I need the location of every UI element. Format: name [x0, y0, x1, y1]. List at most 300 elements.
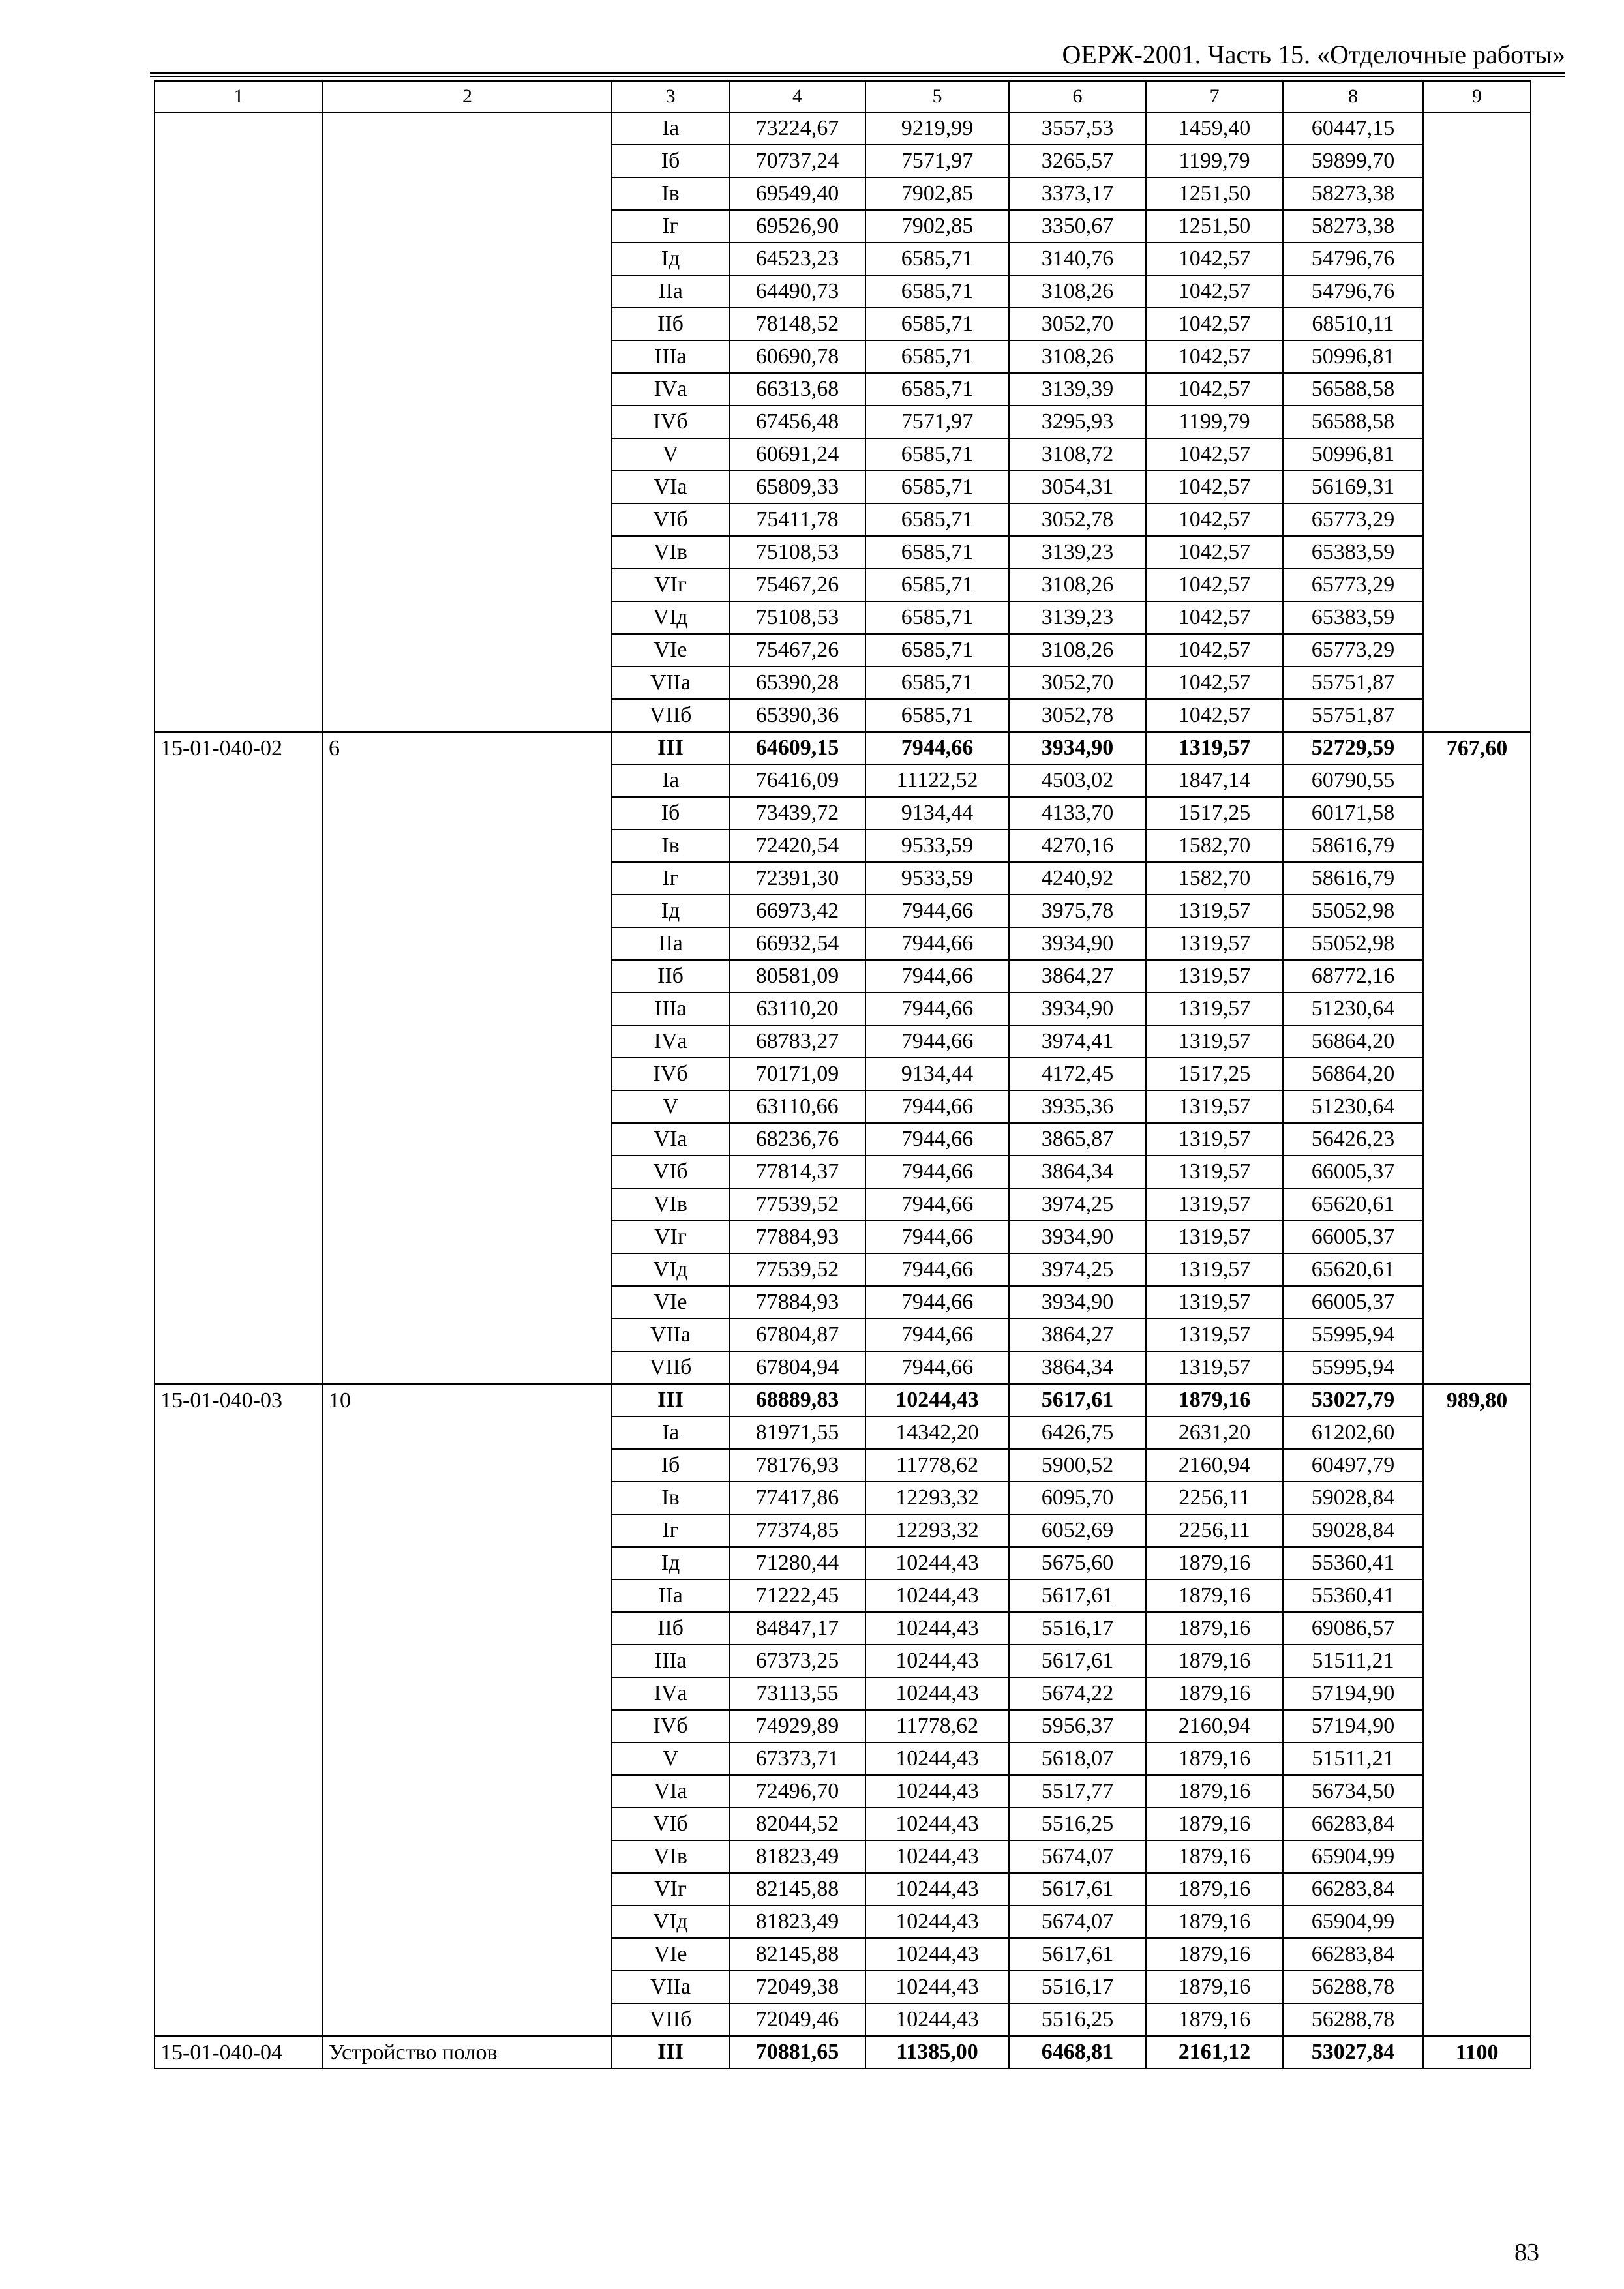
value-col7: 1042,57	[1146, 243, 1283, 275]
value-col6: 3052,78	[1009, 699, 1146, 732]
zone-cell: Iд	[612, 1547, 729, 1579]
value-col5: 7571,97	[865, 406, 1009, 438]
value-col6: 3350,67	[1009, 210, 1146, 243]
value-col4: 69526,90	[729, 210, 865, 243]
value-col8: 56864,20	[1283, 1058, 1423, 1090]
value-col4: 73439,72	[729, 797, 865, 830]
value-col6: 3934,90	[1009, 1221, 1146, 1253]
value-col5: 10244,43	[865, 2003, 1009, 2036]
value-col4: 75467,26	[729, 634, 865, 666]
value-col6: 3864,34	[1009, 1351, 1146, 1384]
value-col5: 10244,43	[865, 1906, 1009, 1938]
value-col5: 7944,66	[865, 1025, 1009, 1058]
header-rule	[150, 72, 1565, 74]
value-col5: 6585,71	[865, 243, 1009, 275]
value-col5: 6585,71	[865, 601, 1009, 634]
value-col4: 72496,70	[729, 1775, 865, 1808]
zone-cell: IIб	[612, 308, 729, 340]
zone-cell: VIе	[612, 1286, 729, 1319]
value-col7: 1459,40	[1146, 112, 1283, 145]
value-col4: 66973,42	[729, 895, 865, 927]
zone-cell: VIд	[612, 1253, 729, 1286]
value-col4: 77539,52	[729, 1188, 865, 1221]
value-col4: 69549,40	[729, 177, 865, 210]
value-col7: 1879,16	[1146, 2003, 1283, 2036]
value-col8: 66283,84	[1283, 1938, 1423, 1971]
value-col8: 56734,50	[1283, 1775, 1423, 1808]
value-col5: 7944,66	[865, 960, 1009, 993]
column-number: 4	[729, 81, 865, 112]
value-col6: 3974,41	[1009, 1025, 1146, 1058]
value-col6: 3052,70	[1009, 308, 1146, 340]
value-col7: 1042,57	[1146, 699, 1283, 732]
value-col8: 58616,79	[1283, 830, 1423, 862]
value-col5: 7902,85	[865, 210, 1009, 243]
value-col5: 11778,62	[865, 1449, 1009, 1482]
value-col7: 1042,57	[1146, 601, 1283, 634]
value-col6: 3864,27	[1009, 1319, 1146, 1351]
value-col5: 6585,71	[865, 275, 1009, 308]
value-col8: 55995,94	[1283, 1319, 1423, 1351]
value-col5: 7944,66	[865, 1156, 1009, 1188]
zone-cell: Iг	[612, 1514, 729, 1547]
value-col4: 72391,30	[729, 862, 865, 895]
value-col5: 7944,66	[865, 1253, 1009, 1286]
value-col5: 10244,43	[865, 1612, 1009, 1645]
value-col4: 70881,65	[729, 2036, 865, 2069]
zone-cell: Iб	[612, 145, 729, 177]
value-col7: 1879,16	[1146, 1938, 1283, 1971]
value-col5: 6585,71	[865, 666, 1009, 699]
running-header: ОЕРЖ-2001. Часть 15. «Отделочные работы»	[1062, 40, 1565, 69]
value-col7: 1199,79	[1146, 145, 1283, 177]
zone-cell: Iв	[612, 177, 729, 210]
value-col5: 7944,66	[865, 1319, 1009, 1351]
value-col4: 67373,71	[729, 1743, 865, 1775]
value-col7: 1319,57	[1146, 1188, 1283, 1221]
column-number: 5	[865, 81, 1009, 112]
value-col4: 63110,66	[729, 1090, 865, 1123]
table-row	[155, 112, 1531, 145]
value-col8: 58273,38	[1283, 177, 1423, 210]
value-col7: 1847,14	[1146, 764, 1283, 797]
value-col4: 81971,55	[729, 1416, 865, 1449]
value-col6: 3139,39	[1009, 373, 1146, 406]
value-col6: 4172,45	[1009, 1058, 1146, 1090]
zone-cell: VIIб	[612, 2003, 729, 2036]
value-col7: 1319,57	[1146, 1090, 1283, 1123]
value-col5: 10244,43	[865, 1840, 1009, 1873]
col9-value-cell: 989,80	[1423, 1384, 1531, 2036]
value-col6: 3864,34	[1009, 1156, 1146, 1188]
zone-cell: IIб	[612, 1612, 729, 1645]
value-col5: 7944,66	[865, 1188, 1009, 1221]
value-col8: 59028,84	[1283, 1482, 1423, 1514]
value-col6: 3139,23	[1009, 536, 1146, 569]
value-col6: 5617,61	[1009, 1384, 1146, 1416]
value-col7: 1879,16	[1146, 1547, 1283, 1579]
value-col5: 10244,43	[865, 1384, 1009, 1416]
value-col6: 3108,72	[1009, 438, 1146, 471]
table-row	[155, 1384, 1531, 1416]
zone-cell: Iг	[612, 862, 729, 895]
zone-cell: III	[612, 2036, 729, 2069]
value-col8: 52729,59	[1283, 732, 1423, 764]
value-col6: 5517,77	[1009, 1775, 1146, 1808]
value-col4: 64609,15	[729, 732, 865, 764]
value-col5: 7944,66	[865, 927, 1009, 960]
value-col5: 10244,43	[865, 1775, 1009, 1808]
zone-cell: VIд	[612, 1906, 729, 1938]
zone-cell: IVб	[612, 406, 729, 438]
value-col6: 3054,31	[1009, 471, 1146, 503]
value-col7: 1879,16	[1146, 1873, 1283, 1906]
zone-cell: IIб	[612, 960, 729, 993]
value-col5: 7944,66	[865, 895, 1009, 927]
value-col8: 60790,55	[1283, 764, 1423, 797]
value-col4: 67804,87	[729, 1319, 865, 1351]
value-col6: 6468,81	[1009, 2036, 1146, 2069]
value-col7: 1879,16	[1146, 1775, 1283, 1808]
value-col6: 5674,07	[1009, 1906, 1146, 1938]
value-col4: 72049,38	[729, 1971, 865, 2003]
value-col8: 58616,79	[1283, 862, 1423, 895]
value-col5: 7944,66	[865, 1351, 1009, 1384]
zone-cell: VIб	[612, 1808, 729, 1840]
value-col5: 12293,32	[865, 1514, 1009, 1547]
value-col5: 7944,66	[865, 1090, 1009, 1123]
value-col8: 59028,84	[1283, 1514, 1423, 1547]
value-col5: 6585,71	[865, 699, 1009, 732]
value-col8: 53027,79	[1283, 1384, 1423, 1416]
value-col6: 4133,70	[1009, 797, 1146, 830]
value-col8: 55995,94	[1283, 1351, 1423, 1384]
value-col7: 1251,50	[1146, 177, 1283, 210]
value-col4: 75411,78	[729, 503, 865, 536]
zone-cell: VIIа	[612, 1319, 729, 1351]
value-col7: 1319,57	[1146, 1025, 1283, 1058]
value-col6: 5675,60	[1009, 1547, 1146, 1579]
value-col6: 5516,25	[1009, 1808, 1146, 1840]
zone-cell: Iб	[612, 797, 729, 830]
value-col6: 5956,37	[1009, 1710, 1146, 1743]
value-col7: 1879,16	[1146, 1906, 1283, 1938]
value-col5: 9134,44	[865, 797, 1009, 830]
value-col7: 1319,57	[1146, 1123, 1283, 1156]
zone-cell: IIIа	[612, 340, 729, 373]
zone-cell: Iд	[612, 895, 729, 927]
value-col5: 10244,43	[865, 1547, 1009, 1579]
header-rule-thin	[150, 76, 1565, 77]
zone-cell: III	[612, 732, 729, 764]
value-col5: 11778,62	[865, 1710, 1009, 1743]
value-col4: 77539,52	[729, 1253, 865, 1286]
value-col7: 1879,16	[1146, 1971, 1283, 2003]
value-col6: 3108,26	[1009, 569, 1146, 601]
column-number: 1	[155, 81, 323, 112]
value-col8: 65773,29	[1283, 634, 1423, 666]
value-col8: 65904,99	[1283, 1840, 1423, 1873]
value-col5: 7944,66	[865, 1286, 1009, 1319]
value-col8: 51230,64	[1283, 993, 1423, 1025]
value-col6: 5617,61	[1009, 1579, 1146, 1612]
value-col4: 77884,93	[729, 1286, 865, 1319]
table-body	[155, 112, 1531, 2069]
value-col7: 1319,57	[1146, 732, 1283, 764]
column-number: 7	[1146, 81, 1283, 112]
zone-cell: IIа	[612, 927, 729, 960]
col9-value-cell	[1423, 112, 1531, 732]
value-col4: 74929,89	[729, 1710, 865, 1743]
value-col6: 3974,25	[1009, 1253, 1146, 1286]
column-number: 2	[323, 81, 612, 112]
value-col7: 2161,12	[1146, 2036, 1283, 2069]
zone-cell: III	[612, 1384, 729, 1416]
value-col8: 66283,84	[1283, 1808, 1423, 1840]
rate-code-cell: 15-01-040-04	[155, 2036, 323, 2069]
value-col7: 1319,57	[1146, 895, 1283, 927]
value-col8: 53027,84	[1283, 2036, 1423, 2069]
value-col7: 1042,57	[1146, 308, 1283, 340]
zone-cell: Iа	[612, 112, 729, 145]
zone-cell: VIб	[612, 503, 729, 536]
value-col6: 3975,78	[1009, 895, 1146, 927]
value-col4: 64523,23	[729, 243, 865, 275]
value-col7: 1251,50	[1146, 210, 1283, 243]
value-col4: 77814,37	[729, 1156, 865, 1188]
value-col8: 66005,37	[1283, 1221, 1423, 1253]
value-col8: 56588,58	[1283, 406, 1423, 438]
value-col4: 82145,88	[729, 1938, 865, 1971]
zone-cell: VIIб	[612, 1351, 729, 1384]
rate-code-cell: 15-01-040-03	[155, 1384, 323, 2036]
value-col8: 55751,87	[1283, 666, 1423, 699]
value-col8: 50996,81	[1283, 340, 1423, 373]
value-col8: 51230,64	[1283, 1090, 1423, 1123]
zone-cell: VIе	[612, 634, 729, 666]
zone-cell: Iд	[612, 243, 729, 275]
zone-cell: IIIа	[612, 993, 729, 1025]
work-name-cell: 10	[323, 1384, 612, 2036]
zone-cell: IIа	[612, 275, 729, 308]
value-col6: 3864,27	[1009, 960, 1146, 993]
value-col7: 1319,57	[1146, 1286, 1283, 1319]
zone-cell: VIIб	[612, 699, 729, 732]
value-col5: 9533,59	[865, 862, 1009, 895]
zone-cell: VIа	[612, 1123, 729, 1156]
value-col6: 5617,61	[1009, 1645, 1146, 1677]
value-col8: 54796,76	[1283, 275, 1423, 308]
value-col8: 56864,20	[1283, 1025, 1423, 1058]
value-col6: 3139,23	[1009, 601, 1146, 634]
value-col8: 55360,41	[1283, 1547, 1423, 1579]
value-col7: 2160,94	[1146, 1710, 1283, 1743]
work-name-cell	[323, 112, 612, 732]
value-col5: 7944,66	[865, 732, 1009, 764]
value-col5: 11385,00	[865, 2036, 1009, 2069]
zone-cell: VIIа	[612, 666, 729, 699]
value-col7: 1879,16	[1146, 1808, 1283, 1840]
value-col7: 1042,57	[1146, 471, 1283, 503]
value-col5: 6585,71	[865, 503, 1009, 536]
value-col8: 51511,21	[1283, 1743, 1423, 1775]
value-col5: 6585,71	[865, 438, 1009, 471]
table-row	[155, 2036, 1531, 2069]
value-col8: 55360,41	[1283, 1579, 1423, 1612]
value-col7: 2160,94	[1146, 1449, 1283, 1482]
value-col6: 3373,17	[1009, 177, 1146, 210]
zone-cell: Iг	[612, 210, 729, 243]
zone-cell: Iа	[612, 764, 729, 797]
value-col8: 65383,59	[1283, 601, 1423, 634]
value-col8: 65620,61	[1283, 1253, 1423, 1286]
zone-cell: VIд	[612, 601, 729, 634]
value-col8: 65773,29	[1283, 503, 1423, 536]
value-col7: 1879,16	[1146, 1677, 1283, 1710]
value-col8: 55751,87	[1283, 699, 1423, 732]
value-col7: 1879,16	[1146, 1840, 1283, 1873]
value-col6: 6052,69	[1009, 1514, 1146, 1547]
value-col7: 2256,11	[1146, 1514, 1283, 1547]
value-col7: 1319,57	[1146, 1319, 1283, 1351]
value-col5: 10244,43	[865, 1743, 1009, 1775]
value-col6: 6095,70	[1009, 1482, 1146, 1514]
value-col8: 59899,70	[1283, 145, 1423, 177]
value-col5: 6585,71	[865, 536, 1009, 569]
value-col6: 3265,57	[1009, 145, 1146, 177]
value-col4: 82145,88	[729, 1873, 865, 1906]
value-col7: 1319,57	[1146, 1351, 1283, 1384]
value-col7: 1042,57	[1146, 634, 1283, 666]
zone-cell: IVб	[612, 1058, 729, 1090]
value-col7: 1042,57	[1146, 503, 1283, 536]
value-col8: 60447,15	[1283, 112, 1423, 145]
value-col4: 71222,45	[729, 1579, 865, 1612]
value-col5: 10244,43	[865, 1873, 1009, 1906]
value-col4: 84847,17	[729, 1612, 865, 1645]
value-col6: 3140,76	[1009, 243, 1146, 275]
value-col6: 5617,61	[1009, 1938, 1146, 1971]
value-col7: 1879,16	[1146, 1743, 1283, 1775]
value-col6: 3108,26	[1009, 340, 1146, 373]
zone-cell: Iв	[612, 1482, 729, 1514]
value-col6: 4270,16	[1009, 830, 1146, 862]
value-col7: 1042,57	[1146, 666, 1283, 699]
value-col6: 3934,90	[1009, 927, 1146, 960]
value-col8: 57194,90	[1283, 1677, 1423, 1710]
value-col4: 71280,44	[729, 1547, 865, 1579]
value-col4: 76416,09	[729, 764, 865, 797]
zone-cell: VIа	[612, 471, 729, 503]
value-col8: 51511,21	[1283, 1645, 1423, 1677]
zone-cell: VIIа	[612, 1971, 729, 2003]
value-col8: 57194,90	[1283, 1710, 1423, 1743]
value-col5: 10244,43	[865, 1645, 1009, 1677]
value-col7: 1879,16	[1146, 1579, 1283, 1612]
value-col7: 1319,57	[1146, 993, 1283, 1025]
value-col6: 4240,92	[1009, 862, 1146, 895]
value-col6: 3557,53	[1009, 112, 1146, 145]
value-col6: 3052,70	[1009, 666, 1146, 699]
zone-cell: VIв	[612, 536, 729, 569]
value-col6: 3934,90	[1009, 732, 1146, 764]
value-col6: 5674,07	[1009, 1840, 1146, 1873]
value-col5: 9219,99	[865, 112, 1009, 145]
value-col8: 56169,31	[1283, 471, 1423, 503]
value-col4: 68783,27	[729, 1025, 865, 1058]
value-col4: 75108,53	[729, 601, 865, 634]
value-col6: 5900,52	[1009, 1449, 1146, 1482]
column-number: 3	[612, 81, 729, 112]
value-col6: 3934,90	[1009, 1286, 1146, 1319]
value-col7: 1042,57	[1146, 373, 1283, 406]
value-col6: 3974,25	[1009, 1188, 1146, 1221]
zone-cell: IVб	[612, 1710, 729, 1743]
value-col4: 77417,86	[729, 1482, 865, 1514]
value-col6: 3934,90	[1009, 993, 1146, 1025]
value-col5: 6585,71	[865, 569, 1009, 601]
value-col5: 9134,44	[865, 1058, 1009, 1090]
value-col8: 65383,59	[1283, 536, 1423, 569]
work-name-cell: 6	[323, 732, 612, 1384]
col9-value-cell: 1100	[1423, 2036, 1531, 2069]
zone-cell: Iа	[612, 1416, 729, 1449]
value-col4: 77374,85	[729, 1514, 865, 1547]
value-col7: 1879,16	[1146, 1645, 1283, 1677]
rate-code-cell	[155, 112, 323, 732]
value-col6: 3935,36	[1009, 1090, 1146, 1123]
value-col8: 65620,61	[1283, 1188, 1423, 1221]
value-col6: 5516,25	[1009, 2003, 1146, 2036]
value-col8: 60497,79	[1283, 1449, 1423, 1482]
zone-cell: V	[612, 1743, 729, 1775]
value-col8: 50996,81	[1283, 438, 1423, 471]
value-col5: 10244,43	[865, 1677, 1009, 1710]
value-col5: 10244,43	[865, 1808, 1009, 1840]
value-col7: 1517,25	[1146, 797, 1283, 830]
value-col8: 56288,78	[1283, 2003, 1423, 2036]
value-col8: 65904,99	[1283, 1906, 1423, 1938]
value-col4: 66313,68	[729, 373, 865, 406]
value-col7: 1042,57	[1146, 340, 1283, 373]
value-col5: 6585,71	[865, 340, 1009, 373]
value-col4: 67456,48	[729, 406, 865, 438]
value-col4: 81823,49	[729, 1906, 865, 1938]
value-col8: 55052,98	[1283, 927, 1423, 960]
value-col4: 78148,52	[729, 308, 865, 340]
zone-cell: IIIа	[612, 1645, 729, 1677]
zone-cell: VIб	[612, 1156, 729, 1188]
value-col4: 80581,09	[729, 960, 865, 993]
value-col6: 5674,22	[1009, 1677, 1146, 1710]
value-col7: 1199,79	[1146, 406, 1283, 438]
value-col8: 66005,37	[1283, 1286, 1423, 1319]
value-col6: 5617,61	[1009, 1873, 1146, 1906]
value-col5: 6585,71	[865, 634, 1009, 666]
value-col4: 73224,67	[729, 112, 865, 145]
value-col5: 7944,66	[865, 1221, 1009, 1253]
zone-cell: VIа	[612, 1775, 729, 1808]
value-col4: 60691,24	[729, 438, 865, 471]
value-col4: 78176,93	[729, 1449, 865, 1482]
value-col8: 68510,11	[1283, 308, 1423, 340]
zone-cell: VIг	[612, 1873, 729, 1906]
zone-cell: V	[612, 438, 729, 471]
value-col5: 10244,43	[865, 1971, 1009, 2003]
value-col4: 70171,09	[729, 1058, 865, 1090]
value-col6: 5516,17	[1009, 1612, 1146, 1645]
value-col4: 65390,28	[729, 666, 865, 699]
